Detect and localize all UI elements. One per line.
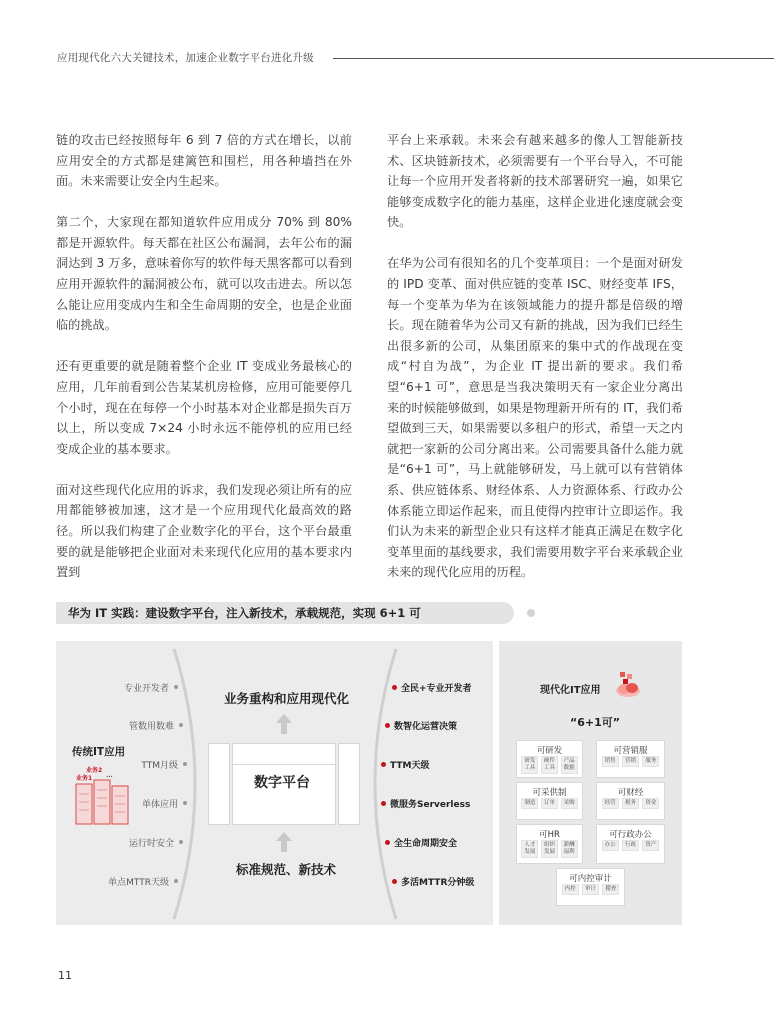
legacy-biz1-label: 业务1 <box>76 775 93 782</box>
card-tag: 服务 <box>642 756 659 767</box>
left-column <box>56 130 352 603</box>
card-tag: 审计 <box>582 884 599 895</box>
legacy-more-label: ... <box>106 772 113 779</box>
card-tag: 资金 <box>642 798 659 809</box>
card-title: 可营销服 <box>613 746 648 756</box>
card-tag: 制造 <box>521 798 538 809</box>
card-tag: 销售 <box>602 756 619 767</box>
card-tag: 硬件 工具 <box>541 756 558 774</box>
center-bottom-label: 标准规范、新技术 <box>236 862 337 877</box>
platform-label: 数字平台 <box>254 775 310 791</box>
paragraph: 还有更重要的就是随着整个企业 IT 变成业务最核心的应用，几年前看到公告某某机房检修，应用可能要停几个小时，现在在每停一个小时基本对企业都是损失百万以上，所以变成 7×24 小时永远不能停机的应用已经变成企业的基本要求。 <box>56 359 352 456</box>
left-dot <box>183 762 187 766</box>
left-item: 管数用数难 <box>128 722 174 732</box>
card-tag: 产品 数据 <box>561 756 578 774</box>
capability-card <box>596 740 665 778</box>
right-dot <box>392 879 397 884</box>
platform-side-right <box>338 743 360 825</box>
capability-card <box>596 782 665 820</box>
card-title: 可行政办公 <box>609 830 652 840</box>
card-tag: 组织 发展 <box>541 840 558 858</box>
card-tag: 营销 <box>622 756 639 767</box>
right-dot <box>385 723 390 728</box>
card-title: 可研发 <box>536 746 563 756</box>
card-tag: 稽查 <box>602 884 619 895</box>
banner-dot <box>527 609 535 617</box>
left-item: 单体应用 <box>141 800 178 810</box>
right-dot <box>385 840 390 845</box>
right-dot <box>381 801 386 806</box>
card-tag: 内控 <box>562 884 579 895</box>
card-tag: 薪酬 福利 <box>561 840 578 858</box>
right-item: TTM天级 <box>390 761 430 771</box>
paragraph: 第二个，大家现在都知道软件应用成分 70% 到 80% 都是开源软件。每天都在社区公布漏洞，去年公布的漏洞达到 3 万多，意味着你写的软件每天黑客都可以看到应用开源软件的漏洞被公布，就可以攻击进去。所以怎么能让应用变成内生和全生命周期的安全，也是企业面临的挑战。 <box>56 215 352 333</box>
left-dot <box>179 840 183 844</box>
card-tag: 订单 <box>541 798 558 809</box>
right-dot <box>392 685 397 690</box>
left-dot <box>179 723 183 727</box>
paragraph: 平台上来承载。未来会有越来越多的像人工智能新技术、区块链新技术，必须需要有一个平台导入，不可能让每一个应用开发者将新的技术部署研究一遍，如果它能够变成数字化的能力基座，这样企业进化速度就会变快。 <box>387 133 683 230</box>
capability-card <box>556 868 625 906</box>
figure-banner <box>56 602 514 624</box>
card-title: 可HR <box>539 830 560 840</box>
card-tag: 采购 <box>561 798 578 809</box>
card-title: 可内控审计 <box>569 874 612 884</box>
formula-label: “6+1可” <box>570 716 620 729</box>
left-dot <box>174 685 178 689</box>
left-dot <box>174 879 178 883</box>
card-tag: 行政 <box>622 840 639 851</box>
left-dot <box>183 801 187 805</box>
right-dot <box>381 762 386 767</box>
left-item: 专业开发者 <box>123 684 169 694</box>
card-tag: 研发 工具 <box>521 756 538 774</box>
left-item: 运行时安全 <box>128 839 174 849</box>
capability-card <box>516 740 583 778</box>
legacy-biz2-label: 业务2 <box>86 767 103 774</box>
platform-divider <box>232 764 336 765</box>
capability-card <box>596 824 665 864</box>
running-header: 应用现代化六大关键技术，加速企业数字平台进化升级 <box>57 52 314 64</box>
modern-it-title: 现代化IT应用 <box>540 685 601 696</box>
right-item: 微服务Serverless <box>390 800 471 810</box>
paragraph: 在华为公司有很知名的几个变革项目：一个是面对研发的 IPD 变革、面对供应链的变革 ISC、财经变革 IFS，每一个变革为华为在该领域能力的提升都是倍级的增长。现在随着华为公司又有新的挑战，因为我们已经生出很多新的公司，从集团原来的集中式的作战现在变成“村自为战”，为企业 IT 提出新的要求。我们希望“6+1 可”，意思是当我决策明天有一家企业分离出来的时候能够做到，如果是物理新开所有的 IT，我们希望做到三天，如果需要以多租户的形式，希望一天之内就把一家新的公司分离出来。公司需要具备什么能力就是“6+1 可”，马上就能够研发，马上就可以有营销体系、供应链体系、财经体系、人力资源体系、行政办公体系能立即运作起来，而且使得内控审计立即运作。我们认为未来的新型企业只有这样才能真正满足在数字化变革里面的基线要求，我们需要用数字平台来承载企业未来的现代化应用的历程。 <box>387 256 683 580</box>
left-item: TTM月级 <box>141 761 178 771</box>
arrow-up-icon <box>276 832 292 852</box>
capability-card <box>516 824 583 864</box>
right-item: 多活MTTR分钟级 <box>401 878 475 888</box>
card-title: 可财经 <box>617 788 644 798</box>
arrow-up-icon <box>276 714 292 734</box>
legacy-it-title: 传统IT应用 <box>72 746 126 758</box>
paragraph: 链的攻击已经按照每年 6 到 7 倍的方式在增长，以前应用安全的方式都是建篱笆和围栏，用各种墙挡在外面。未来需要让安全内生起来。 <box>56 133 352 189</box>
capability-card <box>516 782 583 820</box>
card-tag: 资产 <box>642 840 659 851</box>
figure-caption: 华为 IT 实践：建设数字平台，注入新技术，承载规范，实现 6+1 可 <box>68 606 421 620</box>
right-column <box>387 130 683 603</box>
center-top-label: 业务重构和应用现代化 <box>224 691 350 706</box>
paragraph: 面对这些现代化应用的诉求，我们发现必须让所有的应用都能够被加速，这才是一个应用现代化最高效的路径。所以我们构建了企业数字化的平台，这个平台最重要的就是能够把企业面对未来现代化应用的基本要求内置到 <box>56 482 352 580</box>
card-tag: 经营 <box>602 798 619 809</box>
left-item: 单点MTTR天级 <box>108 878 169 888</box>
page-number: 11 <box>58 969 72 982</box>
right-item: 数智化运营决策 <box>394 722 458 732</box>
cloud-app-icon <box>614 670 642 700</box>
card-tag: 人才 发展 <box>521 840 538 858</box>
header-rule <box>333 58 774 59</box>
card-tag: 税务 <box>622 798 639 809</box>
right-item: 全民+专业开发者 <box>401 684 472 694</box>
right-item: 全生命周期安全 <box>394 839 458 849</box>
platform-side-left <box>208 743 230 825</box>
card-tag: 办公 <box>602 840 619 851</box>
card-title: 可采供制 <box>532 788 567 798</box>
